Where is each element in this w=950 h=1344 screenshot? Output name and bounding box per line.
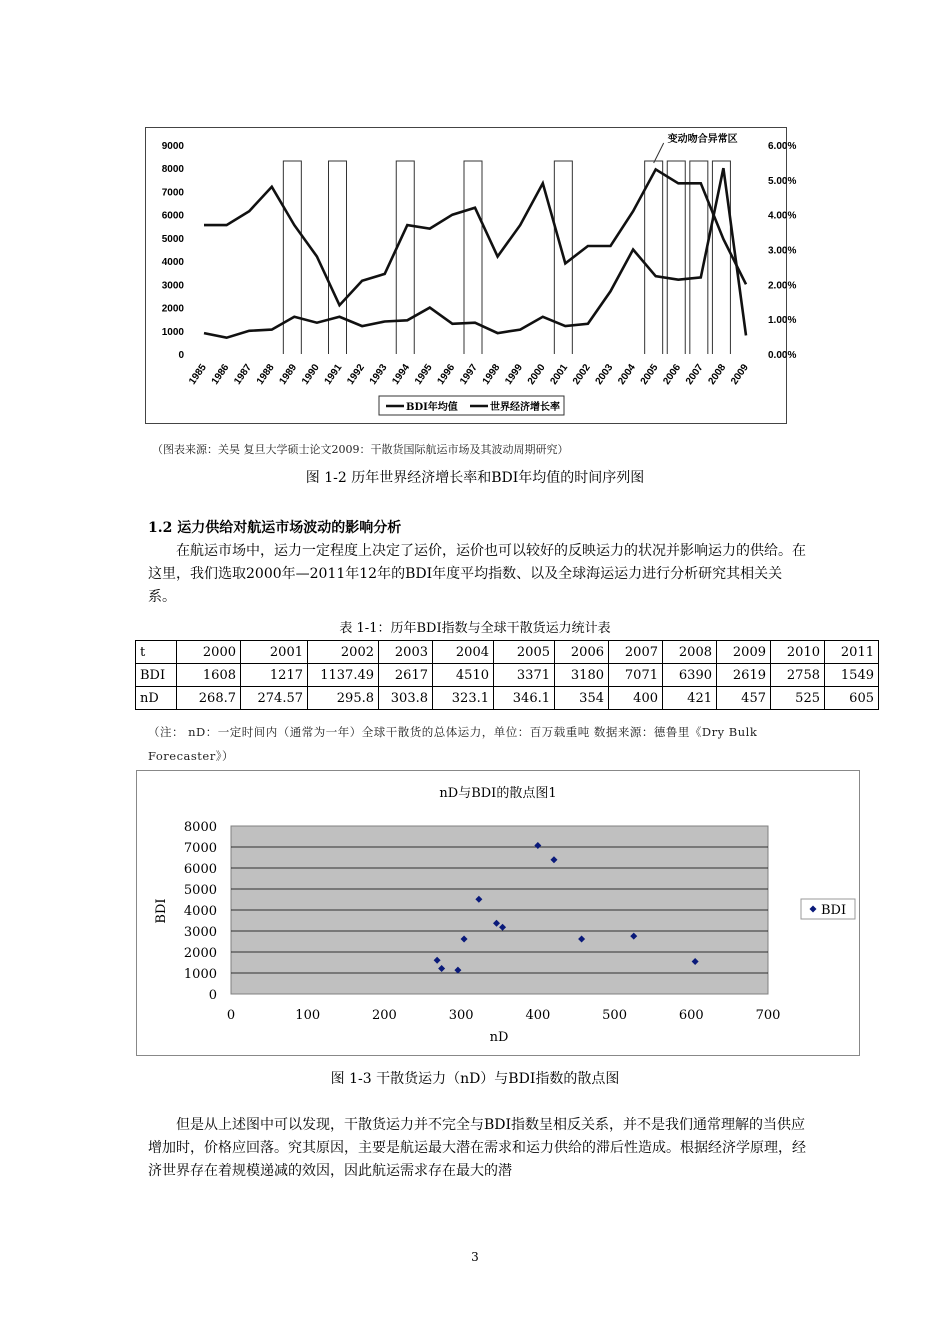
x-axis-year-label: 1996 <box>435 362 458 387</box>
x-axis-label: nD <box>489 1030 509 1045</box>
x-axis-year-label: 1987 <box>232 362 255 387</box>
right-axis-tick-label: 4.00% <box>768 210 797 222</box>
table-cell: 3371 <box>494 664 555 687</box>
x-axis-year-label: 1992 <box>345 362 367 387</box>
x-axis-year-label: 2000 <box>525 362 548 387</box>
y-tick-label: 4000 <box>183 904 217 919</box>
annotation-leader <box>654 143 664 163</box>
table-cell: 7071 <box>609 664 663 687</box>
table-cell: 2006 <box>555 641 609 664</box>
table-cell: 2001 <box>241 641 308 664</box>
x-axis-year-label: 1997 <box>458 362 480 387</box>
x-axis-year-label: 1994 <box>390 362 413 387</box>
x-axis-year-label: 1985 <box>187 362 209 387</box>
y-tick-label: 8000 <box>183 820 217 835</box>
table-row-label: BDI <box>136 664 177 687</box>
x-tick-label: 100 <box>295 1008 321 1023</box>
table-cell: 1608 <box>177 664 241 687</box>
x-axis-year-label: 1989 <box>277 362 300 387</box>
y-tick-label: 0 <box>208 988 217 1003</box>
series-line-growth <box>204 169 746 305</box>
right-axis-tick-label: 5.00% <box>768 175 797 187</box>
x-tick-label: 600 <box>678 1008 704 1023</box>
table-cell: 400 <box>609 687 663 710</box>
right-axis-tick-label: 1.00% <box>768 315 797 327</box>
x-axis-year-label: 2003 <box>593 362 616 387</box>
right-axis-tick-label: 0.00% <box>768 350 797 361</box>
table-cell: 1137.49 <box>308 664 379 687</box>
figure-1-caption: 图 1-2 历年世界经济增长率和BDI年均值的时间序列图 <box>305 470 645 486</box>
x-tick-label: 0 <box>226 1008 236 1023</box>
anomaly-zone-box <box>667 161 685 354</box>
paragraph-1-text: 在航运市场中，运力一定程度上决定了运价，运价也可以较好的反映运力的状况并影响运力的供给。在这里，我们选取2000年—2011年12年的BDI年度平均指数、以及全球海运运力进行分析研究其相关关系。 <box>148 543 806 605</box>
table-cell: 2003 <box>379 641 433 664</box>
table-caption: 表 1-1：历年BDI指数与全球干散货运力统计表 <box>339 621 611 636</box>
annotation-label: 变动吻合异常区 <box>667 134 738 145</box>
figure-1-source: （图表来源：关昊 复旦大学硕士论文2009：干散货国际航运市场及其波动周期研究） <box>152 443 569 456</box>
anomaly-zone-box <box>712 161 730 354</box>
table-cell: 525 <box>771 687 825 710</box>
table-row <box>136 664 879 687</box>
x-axis-year-label: 2009 <box>729 362 751 387</box>
left-axis-tick-label: 3000 <box>161 280 184 292</box>
table-cell: 303.8 <box>379 687 433 710</box>
table-cell: 2010 <box>771 641 825 664</box>
table-row-label: nD <box>136 687 177 710</box>
anomaly-zone-box <box>645 161 663 354</box>
x-tick-label: 300 <box>448 1008 474 1023</box>
table-cell: 2007 <box>609 641 663 664</box>
table-cell: 2000 <box>177 641 241 664</box>
figure-2-caption: 图 1-3 干散货运力（nD）与BDI指数的散点图 <box>330 1071 620 1087</box>
table-cell: 295.8 <box>308 687 379 710</box>
left-axis-tick-label: 4000 <box>161 257 184 269</box>
left-axis-tick-label: 9000 <box>161 141 184 152</box>
y-axis-label: BDI <box>154 898 169 924</box>
table-cell: 2005 <box>494 641 555 664</box>
y-tick-label: 7000 <box>183 841 217 856</box>
x-axis-year-label: 1995 <box>412 362 435 387</box>
right-axis-tick-label: 6.00% <box>768 141 797 152</box>
table-cell: 323.1 <box>433 687 494 710</box>
chart-title: nD与BDI的散点图1 <box>439 786 557 801</box>
table-cell: 274.57 <box>241 687 308 710</box>
x-tick-label: 700 <box>755 1008 781 1023</box>
table-cell: 346.1 <box>494 687 555 710</box>
right-axis-tick-label: 3.00% <box>768 245 797 257</box>
left-axis-tick-label: 6000 <box>161 210 184 222</box>
left-axis-tick-label: 8000 <box>161 164 184 176</box>
x-tick-label: 500 <box>602 1008 627 1023</box>
x-axis-year-label: 1999 <box>503 362 526 387</box>
x-tick-label: 400 <box>525 1008 551 1023</box>
paragraph-2 <box>148 1114 808 1183</box>
paragraph-2-text: 但是从上述图中可以发现，干散货运力并不完全与BDI指数呈相反关系，并不是我们通常理解的当供应增加时，价格应回落。究其原因，主要是航运最大潜在需求和运力供给的滞后性造成。根据经济学原理，经济世界存在着规模递减的效因，因此航运需求存在最大的潜 <box>148 1117 806 1179</box>
figure-1-chart <box>145 127 797 424</box>
table-cell: 3180 <box>555 664 609 687</box>
anomaly-zone-box <box>396 161 414 354</box>
x-axis-year-label: 2005 <box>638 362 661 387</box>
left-axis-tick-label: 0 <box>178 350 184 361</box>
y-tick-label: 1000 <box>183 967 217 982</box>
left-axis-tick-label: 1000 <box>161 326 184 338</box>
bdi-capacity-table <box>135 640 879 710</box>
x-axis-year-label: 1990 <box>299 362 322 387</box>
legend-label: BDI <box>821 903 847 918</box>
figure-2-chart <box>136 770 860 1056</box>
legend-label: 世界经济增长率 <box>490 402 560 413</box>
x-axis-year-label: 1988 <box>254 362 277 387</box>
table-cell: 354 <box>555 687 609 710</box>
table-cell: 2009 <box>717 641 771 664</box>
y-tick-label: 3000 <box>183 925 217 940</box>
x-axis-year-label: 1993 <box>367 362 390 387</box>
x-axis-year-label: 1986 <box>209 362 232 387</box>
table-cell: 2011 <box>825 641 879 664</box>
x-axis-year-label: 2004 <box>616 362 638 387</box>
x-axis-year-label: 1991 <box>322 362 345 387</box>
y-tick-label: 2000 <box>183 946 217 961</box>
table-cell: 2619 <box>717 664 771 687</box>
y-tick-label: 5000 <box>183 883 217 898</box>
table-cell: 1217 <box>241 664 308 687</box>
x-axis-year-label: 2007 <box>683 362 706 387</box>
series-line-bdi <box>204 168 746 338</box>
table-note: （注： nD：一定时间内（通常为一年）全球干散货的总体运力，单位：百万载重吨 数据来源：德鲁里《Dry Bulk Forecaster》） <box>148 725 758 763</box>
table-row-label: t <box>136 641 177 664</box>
left-axis-tick-label: 5000 <box>161 233 184 245</box>
table-cell: 1549 <box>825 664 879 687</box>
x-axis-year-label: 2006 <box>661 362 684 387</box>
table-cell: 421 <box>663 687 717 710</box>
table-row <box>136 687 879 710</box>
page-number: 3 <box>471 1250 479 1264</box>
section-heading: 1.2 运力供给对航运市场波动的影响分析 <box>148 520 402 536</box>
x-tick-label: 200 <box>372 1008 397 1023</box>
table-cell: 6390 <box>663 664 717 687</box>
table-cell: 2004 <box>433 641 494 664</box>
legend-label: BDI年均值 <box>406 402 458 413</box>
table-cell: 2008 <box>663 641 717 664</box>
table-cell: 4510 <box>433 664 494 687</box>
table-cell: 2758 <box>771 664 825 687</box>
table-cell: 2617 <box>379 664 433 687</box>
anomaly-zone-box <box>283 161 301 354</box>
paragraph-1 <box>148 540 808 609</box>
table-row <box>136 641 879 664</box>
y-tick-label: 6000 <box>183 862 217 877</box>
x-axis-year-label: 2001 <box>548 362 571 387</box>
table-cell: 605 <box>825 687 879 710</box>
x-axis-year-label: 2002 <box>570 362 593 387</box>
x-axis-year-label: 2008 <box>706 362 729 387</box>
left-axis-tick-label: 2000 <box>161 303 184 315</box>
x-axis-year-label: 1998 <box>480 362 503 387</box>
anomaly-zone-box <box>329 161 347 354</box>
figure-1-svg <box>146 128 797 423</box>
table-cell: 2002 <box>308 641 379 664</box>
figure-2-svg <box>137 771 859 1055</box>
table-cell: 268.7 <box>177 687 241 710</box>
left-axis-tick-label: 7000 <box>161 187 184 199</box>
right-axis-tick-label: 2.00% <box>768 280 797 292</box>
table-cell: 457 <box>717 687 771 710</box>
